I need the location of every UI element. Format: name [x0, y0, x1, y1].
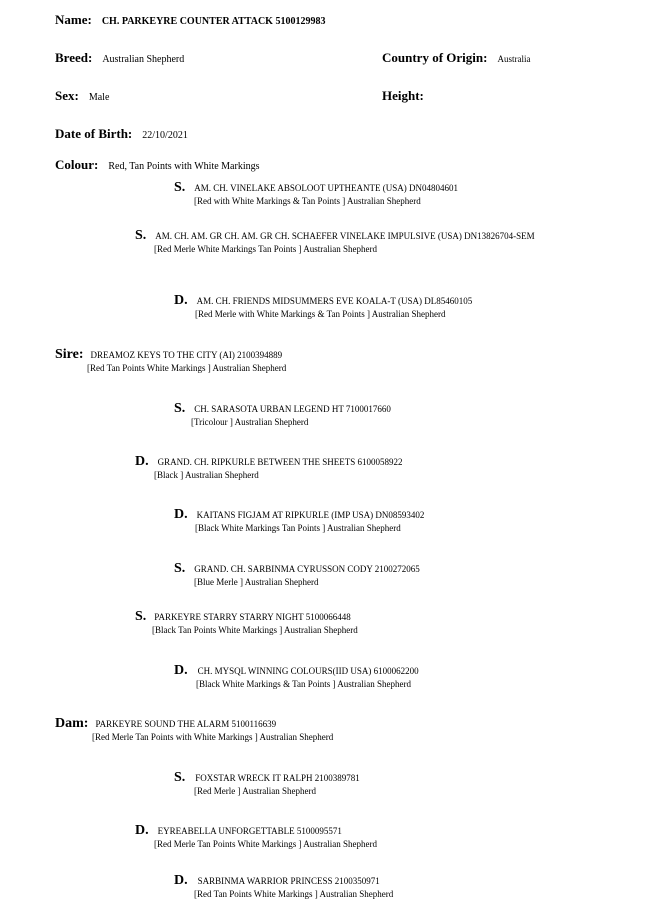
height-label: Height: [382, 88, 424, 103]
dam-name: PARKEYRE SOUND THE ALARM 5100116639 [95, 719, 277, 729]
pedigree-name: EYREABELLA UNFORGETTABLE 5100095571 [157, 826, 342, 836]
dob-row [55, 125, 188, 143]
dam-label: Dam: [55, 716, 89, 731]
pedigree-desc: [Black Tan Points White Markings ] Australian Shepherd [152, 625, 358, 635]
pedigree-desc: [Red Merle with White Markings & Tan Points ] Australian Shepherd [195, 309, 446, 319]
pedigree-name: CH. MYSQL WINNING COLOURS(IID USA) 6100062200 [197, 666, 419, 676]
pedigree-desc: [Black White Markings Tan Points ] Australian Shepherd [195, 523, 401, 533]
pedigree-desc: [Black ] Australian Shepherd [154, 470, 259, 480]
sire-label: Sire: [55, 347, 84, 362]
pedigree-desc: [Tricolour ] Australian Shepherd [191, 417, 309, 427]
pedigree-entry-7 [174, 559, 420, 587]
pedigree-name: GRAND. CH. SARBINMA CYRUSSON CODY 2100272065 [194, 564, 420, 574]
pedigree-entry-11 [135, 821, 377, 849]
pedigree-desc: [Blue Merle ] Australian Shepherd [194, 577, 319, 587]
origin-row [382, 49, 530, 67]
gender-letter: D. [174, 507, 188, 522]
gender-letter: D. [174, 293, 188, 308]
gender-letter: S. [174, 770, 186, 785]
pedigree-entry-3 [174, 291, 472, 319]
pedigree-name: AM. CH. VINELAKE ABSOLOOT UPTHEANTE (USA) DN04804601 [194, 183, 458, 193]
pedigree-entry-1 [174, 178, 458, 206]
pedigree-entry-12 [174, 871, 393, 899]
sex-row [55, 87, 109, 105]
pedigree-name: SARBINMA WARRIOR PRINCESS 2100350971 [197, 876, 380, 886]
pedigree-desc: [Red with White Markings & Tan Points ] Australian Shepherd [194, 196, 421, 206]
pedigree-desc: [Black White Markings & Tan Points ] Australian Shepherd [196, 679, 412, 689]
pedigree-name: FOXSTAR WRECK IT RALPH 2100389781 [195, 773, 360, 783]
sire-desc: [Red Tan Points White Markings ] Australian Shepherd [87, 363, 287, 373]
colour-value: Red, Tan Points with White Markings [108, 161, 260, 172]
gender-letter: D. [135, 454, 149, 469]
dob-label: Date of Birth: [55, 126, 133, 141]
pedigree-entry-5 [135, 452, 402, 480]
pedigree-desc: [Red Tan Points White Markings ] Australian Shepherd [194, 889, 394, 899]
dob-value: 22/10/2021 [142, 130, 188, 141]
dam-desc: [Red Merle Tan Points with White Markings ] Australian Shepherd [92, 732, 334, 742]
gender-letter: D. [174, 873, 188, 888]
gender-letter: S. [135, 228, 147, 243]
origin-value: Australia [497, 54, 531, 64]
sire-name: DREAMOZ KEYS TO THE CITY (AI) 2100394889 [90, 350, 283, 360]
pedigree-name: PARKEYRE STARRY STARRY NIGHT 5100066448 [154, 612, 351, 622]
pedigree-entry-2 [135, 226, 535, 254]
pedigree-name: AM. CH. FRIENDS MIDSUMMERS EVE KOALA-T (USA) DL85460105 [196, 296, 473, 306]
gender-letter: S. [174, 401, 186, 416]
pedigree-entry-6 [174, 505, 424, 533]
sex-value: Male [88, 92, 110, 103]
gender-letter: S. [135, 609, 147, 624]
name-row [55, 11, 325, 29]
name-label: Name: [55, 12, 92, 27]
breed-row [55, 49, 184, 67]
pedigree-entry-10 [174, 768, 360, 796]
origin-label: Country of Origin: [382, 50, 488, 65]
height-row [382, 87, 430, 105]
pedigree-desc: [Red Merle Tan Points White Markings ] Australian Shepherd [154, 839, 378, 849]
sex-label: Sex: [55, 88, 79, 103]
breed-value: Australian Shepherd [102, 54, 185, 65]
breed-label: Breed: [55, 50, 93, 65]
pedigree-name: AM. CH. AM. GR CH. AM. GR CH. SCHAEFER VINELAKE IMPULSIVE (USA) DN13826704-SEM [155, 231, 535, 241]
gender-letter: D. [174, 663, 188, 678]
dam-entry [55, 714, 333, 742]
pedigree-name: CH. SARASOTA URBAN LEGEND HT 7100017660 [194, 404, 391, 414]
sire-entry [55, 345, 286, 373]
pedigree-name: KAITANS FIGJAM AT RIPKURLE (IMP USA) DN08593402 [196, 510, 425, 520]
pedigree-desc: [Red Merle White Markings Tan Points ] Australian Shepherd [154, 244, 378, 254]
pedigree-entry-8 [135, 607, 358, 635]
pedigree-name: GRAND. CH. RIPKURLE BETWEEN THE SHEETS 6100058922 [157, 457, 403, 467]
dog-name: CH. PARKEYRE COUNTER ATTACK 5100129983 [101, 16, 326, 27]
gender-letter: D. [135, 823, 149, 838]
colour-label: Colour: [55, 157, 99, 172]
pedigree-entry-4 [174, 399, 391, 427]
pedigree-desc: [Red Merle ] Australian Shepherd [194, 786, 316, 796]
pedigree-entry-9 [174, 661, 419, 689]
gender-letter: S. [174, 561, 186, 576]
gender-letter: S. [174, 180, 186, 195]
colour-row [55, 156, 260, 174]
